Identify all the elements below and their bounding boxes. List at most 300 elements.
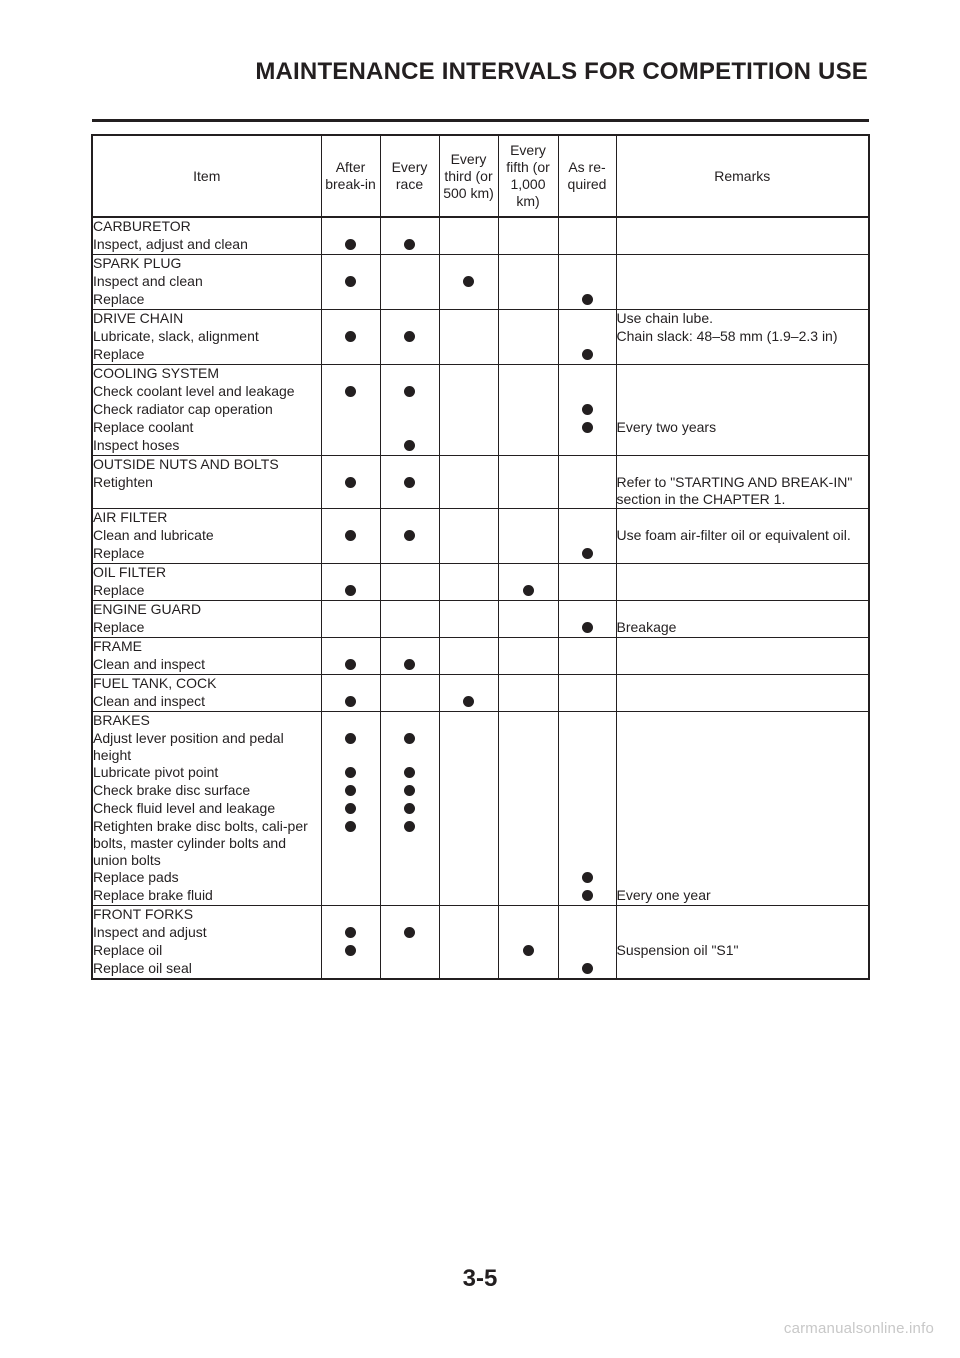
interval-cell (498, 582, 558, 601)
item-label: Adjust lever position and pedal height (92, 730, 321, 764)
table-row (92, 474, 869, 509)
interval-cell (321, 638, 380, 657)
interval-cell (558, 456, 616, 475)
column-header-remarks: Remarks (616, 135, 869, 217)
interval-cell (498, 365, 558, 384)
bullet-mark-icon (404, 785, 415, 796)
interval-cell (439, 638, 498, 657)
interval-cell (380, 437, 439, 456)
table-row (92, 437, 869, 456)
table-row (92, 869, 869, 887)
interval-cell (321, 942, 380, 960)
interval-cell (439, 509, 498, 528)
table-row (92, 619, 869, 638)
interval-cell (439, 764, 498, 782)
item-label: Lubricate, slack, alignment (92, 328, 321, 346)
interval-cell (498, 782, 558, 800)
bullet-mark-icon (523, 945, 534, 956)
remark-cell (616, 401, 869, 419)
interval-cell (380, 887, 439, 906)
table-row (92, 656, 869, 675)
interval-cell (439, 545, 498, 564)
interval-cell (498, 527, 558, 545)
remark-cell (616, 656, 869, 675)
interval-cell (439, 582, 498, 601)
table-row (92, 545, 869, 564)
table-row (92, 328, 869, 346)
table-row (92, 346, 869, 365)
category-row (92, 456, 869, 475)
interval-cell (558, 401, 616, 419)
interval-cell (498, 255, 558, 274)
interval-cell (380, 456, 439, 475)
remark-cell: Every one year (616, 887, 869, 906)
category-row (92, 365, 869, 384)
remark-cell: Breakage (616, 619, 869, 638)
interval-cell (558, 437, 616, 456)
table-row (92, 419, 869, 437)
item-label: Inspect and adjust (92, 924, 321, 942)
interval-cell (439, 346, 498, 365)
interval-cell (558, 419, 616, 437)
interval-cell (439, 818, 498, 869)
interval-cell (498, 474, 558, 509)
bullet-mark-icon (404, 386, 415, 397)
interval-cell (380, 291, 439, 310)
remark-cell (616, 437, 869, 456)
bullet-mark-icon (523, 585, 534, 596)
interval-cell (498, 800, 558, 818)
interval-cell (558, 255, 616, 274)
item-label: Inspect hoses (92, 437, 321, 456)
interval-cell (380, 960, 439, 979)
interval-cell (380, 236, 439, 255)
category-row (92, 564, 869, 583)
category-label: ENGINE GUARD (92, 601, 321, 620)
bullet-mark-icon (345, 477, 356, 488)
interval-cell (498, 383, 558, 401)
interval-cell (498, 564, 558, 583)
remark-cell (616, 675, 869, 694)
interval-cell (439, 236, 498, 255)
interval-cell (439, 401, 498, 419)
bullet-mark-icon (404, 803, 415, 814)
remark-cell: Suspension oil "S1" (616, 942, 869, 960)
table-row (92, 383, 869, 401)
interval-cell (439, 869, 498, 887)
item-label: Check fluid level and leakage (92, 800, 321, 818)
interval-cell (321, 782, 380, 800)
interval-cell (498, 346, 558, 365)
bullet-mark-icon (345, 696, 356, 707)
table-row (92, 960, 869, 979)
bullet-mark-icon (404, 821, 415, 832)
table-row (92, 818, 869, 869)
item-label: Replace pads (92, 869, 321, 887)
interval-cell (498, 906, 558, 925)
bullet-mark-icon (404, 239, 415, 250)
interval-cell (498, 437, 558, 456)
title-divider (92, 119, 869, 122)
item-label: Clean and inspect (92, 693, 321, 712)
remark-cell (616, 764, 869, 782)
interval-cell (439, 924, 498, 942)
category-row (92, 255, 869, 274)
interval-cell (439, 273, 498, 291)
interval-cell (380, 582, 439, 601)
interval-cell (380, 924, 439, 942)
item-label: Replace oil (92, 942, 321, 960)
interval-cell (558, 869, 616, 887)
bullet-mark-icon (404, 733, 415, 744)
bullet-mark-icon (404, 331, 415, 342)
interval-cell (439, 887, 498, 906)
interval-cell (380, 638, 439, 657)
interval-cell (558, 291, 616, 310)
bullet-mark-icon (345, 239, 356, 250)
interval-cell (558, 619, 616, 638)
remark-cell (616, 924, 869, 942)
interval-cell (321, 310, 380, 329)
interval-cell (380, 545, 439, 564)
interval-cell (321, 437, 380, 456)
item-label: Retighten (92, 474, 321, 509)
interval-cell (498, 818, 558, 869)
interval-cell (380, 693, 439, 712)
interval-cell (439, 730, 498, 764)
remark-cell (616, 564, 869, 583)
interval-cell (558, 328, 616, 346)
interval-cell (380, 273, 439, 291)
interval-cell (321, 456, 380, 475)
item-label: Replace (92, 291, 321, 310)
interval-cell (321, 818, 380, 869)
category-label: DRIVE CHAIN (92, 310, 321, 329)
interval-cell (558, 346, 616, 365)
interval-cell (321, 800, 380, 818)
interval-cell (380, 509, 439, 528)
interval-cell (321, 601, 380, 620)
interval-cell (498, 730, 558, 764)
table-row (92, 730, 869, 764)
interval-cell (558, 960, 616, 979)
item-label: Replace (92, 346, 321, 365)
interval-cell (380, 782, 439, 800)
interval-cell (558, 564, 616, 583)
remark-cell: Use foam air-filter oil or equivalent oil. (616, 527, 869, 545)
interval-cell (380, 906, 439, 925)
interval-cell (498, 236, 558, 255)
interval-cell (321, 291, 380, 310)
interval-cell (439, 456, 498, 475)
remark-cell (616, 273, 869, 291)
interval-cell (321, 346, 380, 365)
interval-cell (321, 545, 380, 564)
remark-cell (616, 255, 869, 274)
category-label: OUTSIDE NUTS AND BOLTS (92, 456, 321, 475)
interval-cell (558, 906, 616, 925)
interval-cell (380, 675, 439, 694)
interval-cell (558, 601, 616, 620)
interval-cell (380, 818, 439, 869)
column-header-item: Item (92, 135, 321, 217)
interval-cell (321, 712, 380, 731)
interval-cell (380, 401, 439, 419)
interval-cell (380, 346, 439, 365)
interval-cell (439, 328, 498, 346)
bullet-mark-icon (582, 963, 593, 974)
category-label: CARBURETOR (92, 217, 321, 236)
interval-cell (439, 942, 498, 960)
bullet-mark-icon (582, 349, 593, 360)
interval-cell (439, 656, 498, 675)
bullet-mark-icon (404, 530, 415, 541)
interval-cell (439, 906, 498, 925)
interval-cell (321, 236, 380, 255)
item-label: Replace (92, 619, 321, 638)
interval-cell (498, 419, 558, 437)
interval-cell (321, 564, 380, 583)
interval-cell (321, 527, 380, 545)
interval-cell (439, 619, 498, 638)
table-row (92, 582, 869, 601)
interval-cell (380, 601, 439, 620)
interval-cell (498, 217, 558, 236)
interval-cell (380, 419, 439, 437)
category-label: OIL FILTER (92, 564, 321, 583)
remark-cell (616, 291, 869, 310)
page-number: 3-5 (462, 1265, 498, 1292)
interval-cell (498, 712, 558, 731)
item-label: Inspect and clean (92, 273, 321, 291)
interval-cell (321, 693, 380, 712)
interval-cell (498, 310, 558, 329)
page-title: MAINTENANCE INTERVALS FOR COMPETITION USE (255, 58, 868, 85)
interval-cell (439, 255, 498, 274)
table-row (92, 401, 869, 419)
interval-cell (439, 474, 498, 509)
interval-cell (498, 693, 558, 712)
remark-cell (616, 782, 869, 800)
category-label: FUEL TANK, COCK (92, 675, 321, 694)
interval-cell (498, 401, 558, 419)
interval-cell (380, 474, 439, 509)
table-row (92, 291, 869, 310)
remark-cell (616, 456, 869, 475)
remark-cell (616, 818, 869, 869)
interval-cell (439, 601, 498, 620)
interval-cell (439, 675, 498, 694)
bullet-mark-icon (345, 767, 356, 778)
interval-cell (558, 675, 616, 694)
interval-cell (380, 527, 439, 545)
interval-cell (380, 730, 439, 764)
category-row (92, 675, 869, 694)
category-row (92, 712, 869, 731)
interval-cell (558, 764, 616, 782)
interval-cell (380, 764, 439, 782)
remark-cell (616, 712, 869, 731)
interval-cell (380, 365, 439, 384)
interval-cell (321, 869, 380, 887)
item-label: Inspect, adjust and clean (92, 236, 321, 255)
interval-cell (439, 712, 498, 731)
interval-cell (498, 887, 558, 906)
category-row (92, 906, 869, 925)
table-row (92, 527, 869, 545)
remark-cell (616, 365, 869, 384)
table-row (92, 887, 869, 906)
category-row (92, 217, 869, 236)
table-row (92, 924, 869, 942)
bullet-mark-icon (345, 585, 356, 596)
interval-cell (380, 310, 439, 329)
interval-cell (558, 818, 616, 869)
interval-cell (558, 656, 616, 675)
item-label: Lubricate pivot point (92, 764, 321, 782)
category-label: AIR FILTER (92, 509, 321, 528)
remark-cell (616, 869, 869, 887)
interval-cell (321, 656, 380, 675)
remark-cell: Refer to "STARTING AND BREAK-IN" section in the CHAPTER 1. (616, 474, 869, 509)
interval-cell (498, 509, 558, 528)
interval-cell (558, 712, 616, 731)
remark-cell: Every two years (616, 419, 869, 437)
remark-cell (616, 383, 869, 401)
interval-cell (558, 782, 616, 800)
table-row (92, 782, 869, 800)
bullet-mark-icon (582, 294, 593, 305)
interval-cell (558, 582, 616, 601)
bullet-mark-icon (404, 659, 415, 670)
interval-cell (558, 310, 616, 329)
bullet-mark-icon (404, 440, 415, 451)
item-label: Check brake disc surface (92, 782, 321, 800)
bullet-mark-icon (345, 733, 356, 744)
interval-cell (558, 365, 616, 384)
item-label: Replace oil seal (92, 960, 321, 979)
interval-cell (380, 942, 439, 960)
table-row (92, 693, 869, 712)
interval-cell (558, 383, 616, 401)
bullet-mark-icon (404, 927, 415, 938)
interval-cell (380, 712, 439, 731)
category-label: COOLING SYSTEM (92, 365, 321, 384)
bullet-mark-icon (345, 821, 356, 832)
interval-cell (498, 764, 558, 782)
category-row (92, 638, 869, 657)
interval-cell (321, 619, 380, 638)
interval-cell (558, 217, 616, 236)
item-label: Replace coolant (92, 419, 321, 437)
bullet-mark-icon (404, 477, 415, 488)
column-header-after-break-in: After break-in (321, 135, 380, 217)
remark-cell (616, 582, 869, 601)
item-label: Replace brake fluid (92, 887, 321, 906)
bullet-mark-icon (345, 386, 356, 397)
interval-cell (439, 693, 498, 712)
maintenance-table (91, 134, 870, 980)
remark-cell (616, 545, 869, 564)
interval-cell (321, 924, 380, 942)
item-label: Retighten brake disc bolts, cali-per bolts, master cylinder bolts and union bolts (92, 818, 321, 869)
interval-cell (558, 942, 616, 960)
interval-cell (321, 730, 380, 764)
remark-cell (616, 730, 869, 764)
column-header-every-fifth: Every fifth (or 1,000 km) (498, 135, 558, 217)
remark-cell (616, 217, 869, 236)
category-label: BRAKES (92, 712, 321, 731)
bullet-mark-icon (345, 331, 356, 342)
item-label: Clean and inspect (92, 656, 321, 675)
interval-cell (321, 960, 380, 979)
interval-cell (558, 800, 616, 818)
interval-cell (558, 474, 616, 509)
interval-cell (439, 527, 498, 545)
bullet-mark-icon (345, 276, 356, 287)
table-row (92, 236, 869, 255)
bullet-mark-icon (582, 872, 593, 883)
interval-cell (439, 437, 498, 456)
bullet-mark-icon (582, 422, 593, 433)
category-label: SPARK PLUG (92, 255, 321, 274)
item-label: Replace (92, 582, 321, 601)
remark-cell (616, 800, 869, 818)
bullet-mark-icon (345, 945, 356, 956)
interval-cell (498, 638, 558, 657)
interval-cell (380, 255, 439, 274)
interval-cell (439, 960, 498, 979)
interval-cell (321, 474, 380, 509)
table-row (92, 764, 869, 782)
item-label: Check radiator cap operation (92, 401, 321, 419)
interval-cell (498, 960, 558, 979)
interval-cell (321, 383, 380, 401)
bullet-mark-icon (345, 803, 356, 814)
interval-cell (321, 906, 380, 925)
remark-cell (616, 236, 869, 255)
interval-cell (380, 217, 439, 236)
interval-cell (498, 273, 558, 291)
interval-cell (439, 310, 498, 329)
item-label: Check coolant level and leakage (92, 383, 321, 401)
table-row (92, 942, 869, 960)
remark-cell (616, 960, 869, 979)
interval-cell (558, 924, 616, 942)
interval-cell (439, 782, 498, 800)
interval-cell (439, 291, 498, 310)
bullet-mark-icon (404, 767, 415, 778)
column-header-as-required: As re-quired (558, 135, 616, 217)
remark-cell (616, 638, 869, 657)
interval-cell (321, 217, 380, 236)
interval-cell (558, 693, 616, 712)
interval-cell (498, 328, 558, 346)
bullet-mark-icon (582, 548, 593, 559)
interval-cell (498, 656, 558, 675)
interval-cell (321, 675, 380, 694)
interval-cell (558, 527, 616, 545)
remark-cell (616, 906, 869, 925)
interval-cell (558, 887, 616, 906)
bullet-mark-icon (345, 530, 356, 541)
category-row (92, 601, 869, 620)
bullet-mark-icon (345, 785, 356, 796)
category-row (92, 310, 869, 329)
interval-cell (321, 365, 380, 384)
interval-cell (321, 328, 380, 346)
column-header-every-third: Every third (or 500 km) (439, 135, 498, 217)
